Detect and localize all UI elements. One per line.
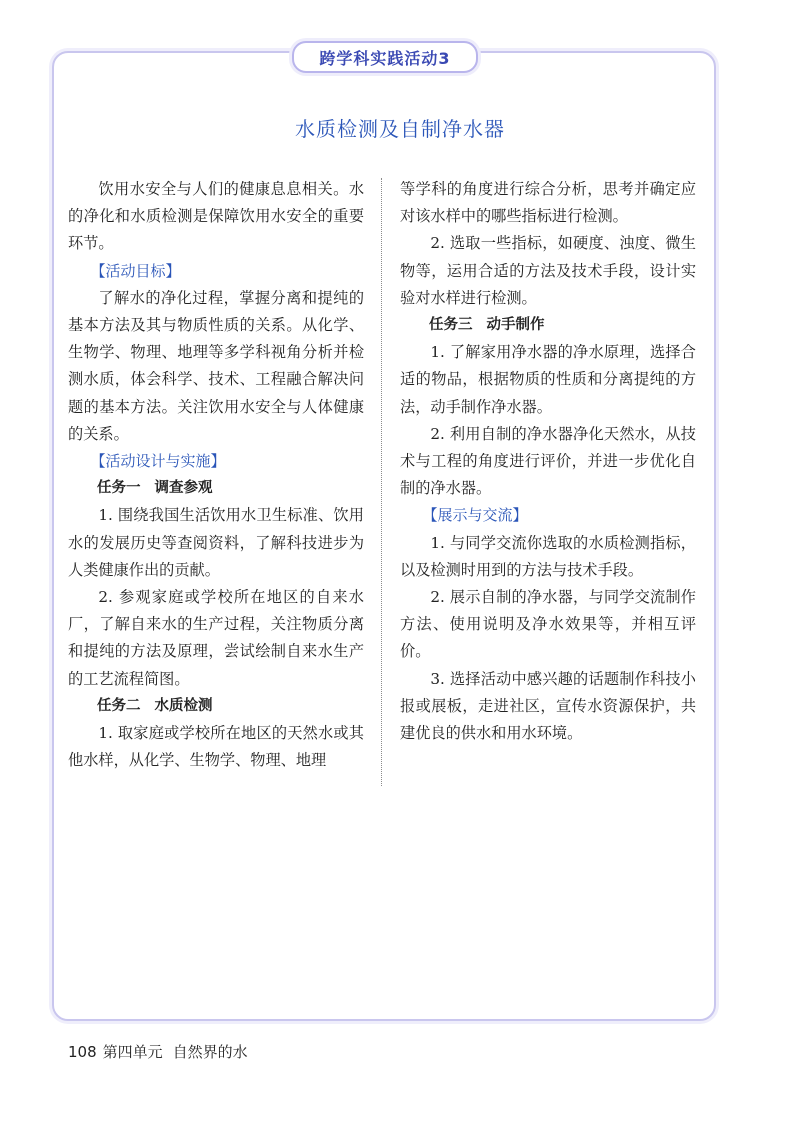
task3-heading [400,312,696,339]
design-heading: 【活动设计与实施】 [90,452,226,471]
task2-paragraph-2: 2. 选取一些指标，如硬度、浊度、微生物等，运用合适的方法及技术手段，设计实验对水样进行检测。 [400,234,696,307]
goal-paragraph: 了解水的净化过程，掌握分离和提纯的基本方法及其与物质性质的关系。从化学、生物学、物理、地理等多学科视角分析并检测水质，体会科学、技术、工程融合解决问题的基本方法。关注饮用水安全与人体健康的关系。 [68,288,364,443]
left-column [68,176,364,774]
activity-tag: 跨学科实践活动3 [292,41,478,73]
task2-paragraph-1-continued: 等学科的角度进行综合分析，思考并确定应对该水样中的哪些指标进行检测。 [400,180,696,226]
share-paragraph-1: 1. 与同学交流你选取的水质检测指标，以及检测时用到的方法与技术手段。 [400,533,696,579]
task1-heading [68,475,364,502]
share-paragraph-3: 3. 选择活动中感兴趣的话题制作科技小报或展板，走进社区，宣传水资源保护，共建优良的供水和用水环境。 [400,669,696,743]
task3-name: 动手制作 [486,317,545,334]
task1-paragraph-1: 1. 围绕我国生活饮用水卫生标准、饮用水的发展历史等查阅资料，了解科技进步为人类健康作出的贡献。 [68,506,364,579]
column-divider [381,178,382,786]
task2-label: 任务二 [97,697,141,714]
task1-name: 调查参观 [154,480,213,497]
unit-label: 第四单元 [102,1043,163,1061]
task2-heading [68,693,364,720]
share-paragraph-2: 2. 展示自制的净水器，与同学交流制作方法、使用说明及净水效果等，并相互评价。 [400,588,696,661]
task1-label: 任务一 [97,480,141,497]
task2-paragraph-1: 1. 取家庭或学校所在地区的天然水或其他水样，从化学、生物学、物理、地理 [68,724,364,770]
page-number: 108 [68,1043,97,1061]
right-column [400,176,696,747]
page-title: 水质检测及自制净水器 [295,117,505,141]
task3-label: 任务三 [429,317,473,334]
task1-paragraph-2: 2. 参观家庭或学校所在地区的自来水厂，了解自来水的生产过程，关注物质分离和提纯的方法及原理，尝试绘制自来水生产的工艺流程简图。 [68,588,364,688]
page-footer [68,1041,248,1062]
section-label: 自然界的水 [172,1043,248,1061]
task3-paragraph-1: 1. 了解家用净水器的净水原理，选择合适的物品，根据物质的性质和分离提纯的方法，动手制作净水器。 [400,343,696,416]
task2-name: 水质检测 [154,697,213,714]
task3-paragraph-2: 2. 利用自制的净水器净化天然水，从技术与工程的角度进行评价，并进一步优化自制的净水器。 [400,424,696,498]
goal-heading: 【活动目标】 [90,261,181,280]
share-heading: 【展示与交流】 [422,506,528,525]
intro-paragraph: 饮用水安全与人们的健康息息相关。水的净化和水质检测是保障饮用水安全的重要环节。 [68,180,364,253]
